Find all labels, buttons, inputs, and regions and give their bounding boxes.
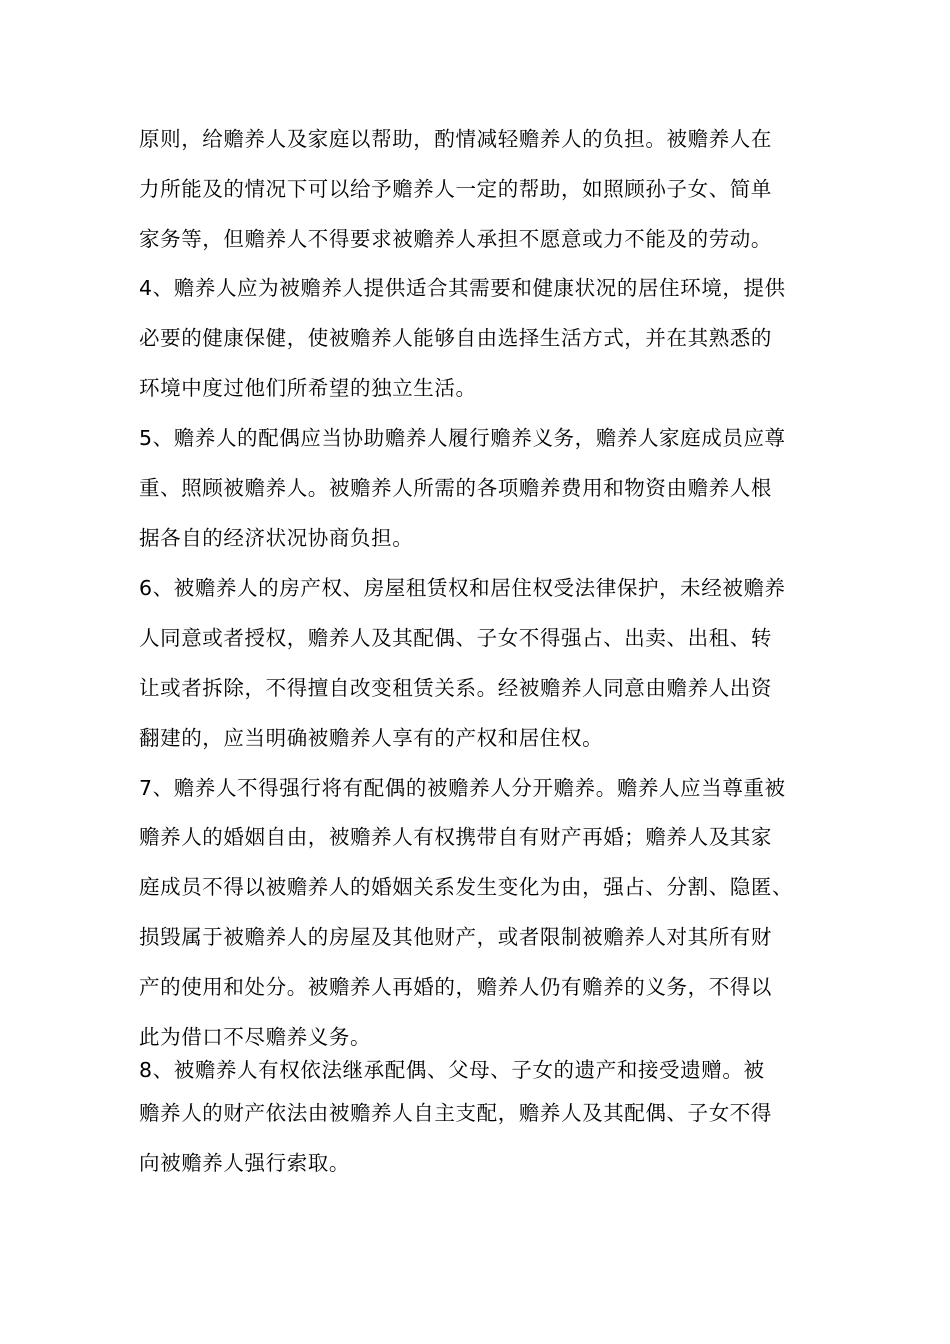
text-line: 5、赡养人的配偶应当协助赡养人履行赡养义务，赡养人家庭成员应尊: [139, 426, 786, 450]
text-line: 力所能及的情况下可以给予赡养人一定的帮助，如照顾孙子女、简单: [139, 177, 772, 201]
text-line: 损毁属于被赡养人的房屋及其他财产，或者限制被赡养人对其所有财: [139, 925, 772, 949]
text-line: 赡养人的婚姻自由，被赡养人有权携带自有财产再婚；赡养人及其家: [139, 825, 772, 849]
text-line: 6、被赡养人的房产权、房屋租赁权和居住权受法律保护，未经被赡养: [139, 576, 786, 600]
text-line: 必要的健康保健，使被赡养人能够自由选择生活方式，并在其熟悉的: [139, 326, 772, 350]
text-line: 产的使用和处分。被赡养人再婚的，赡养人仍有赡养的义务，不得以: [139, 975, 772, 999]
text-line: 赡养人的财产依法由被赡养人自主支配，赡养人及其配偶、子女不得: [139, 1101, 772, 1125]
text-line: 翻建的，应当明确被赡养人享有的产权和居住权。: [139, 726, 604, 750]
text-line: 原则，给赡养人及家庭以帮助，酌情减轻赡养人的负担。被赡养人在: [139, 127, 772, 151]
text-line: 7、赡养人不得强行将有配偶的被赡养人分开赡养。赡养人应当尊重被: [139, 776, 786, 800]
text-line: 向被赡养人强行索取。: [139, 1151, 350, 1175]
text-line: 家务等，但赡养人不得要求被赡养人承担不愿意或力不能及的劳动。: [139, 227, 772, 251]
text-line: 让或者拆除，不得擅自改变租赁关系。经被赡养人同意由赡养人出资: [139, 676, 772, 700]
text-line: 据各自的经济状况协商负担。: [139, 526, 414, 550]
text-line: 8、被赡养人有权依法继承配偶、父母、子女的遗产和接受遗赠。被: [139, 1058, 765, 1082]
text-line: 庭成员不得以被赡养人的婚姻关系发生变化为由，强占、分割、隐匿、: [139, 875, 794, 899]
text-line: 4、赡养人应为被赡养人提供适合其需要和健康状况的居住环境，提供: [139, 276, 786, 300]
text-line: 重、照顾被赡养人。被赡养人所需的各项赡养费用和物资由赡养人根: [139, 476, 772, 500]
text-line: 人同意或者授权，赡养人及其配偶、子女不得强占、出卖、出租、转: [139, 626, 772, 650]
text-line: 环境中度过他们所希望的独立生活。: [139, 376, 477, 400]
text-line: 此为借口不尽赡养义务。: [139, 1025, 372, 1049]
